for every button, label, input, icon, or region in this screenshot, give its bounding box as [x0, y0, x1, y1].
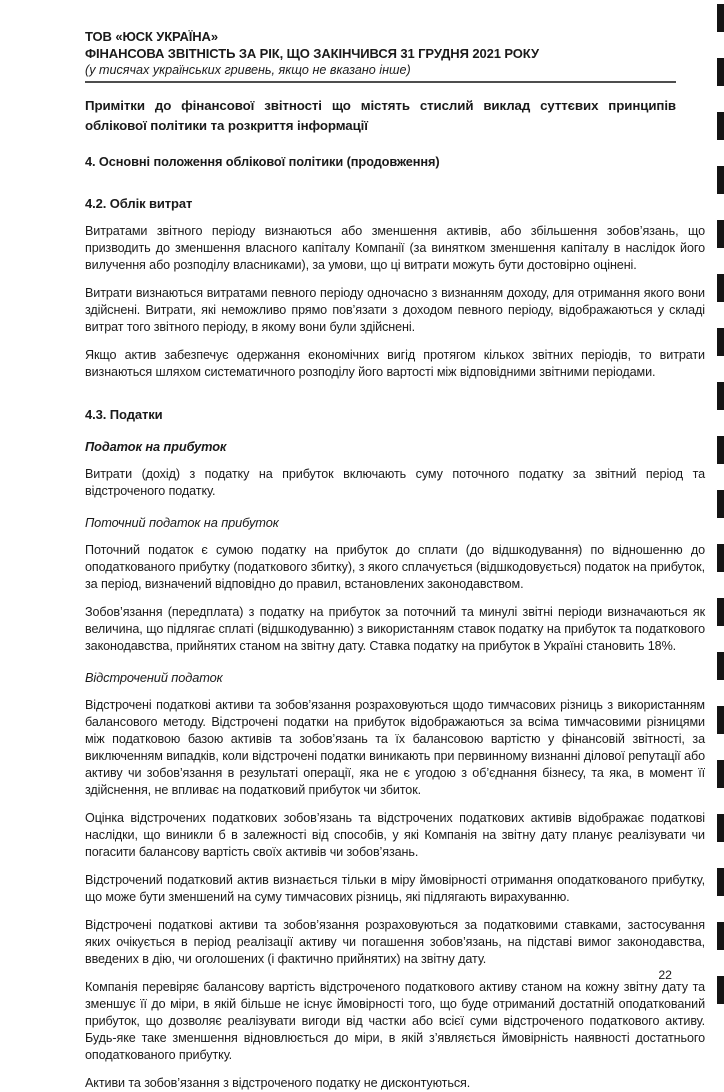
- page-number: 22: [658, 968, 672, 982]
- scan-edge-marks: [717, 4, 724, 1020]
- paragraph: Витрати (дохід) з податку на прибуток включають суму поточного податку за звітний період та відстроченого податку.: [85, 467, 705, 498]
- document-body: [85, 153, 705, 1092]
- paragraph: Компанія перевіряє балансову вартість відстроченого податкового активу станом на кожну звітну дату та зменшує її до міри, в якій більше не існує ймовірності того, що буде отриманий достатній оподаткований прибуток, що дозволяє реалізувати вигоди від частки або всієї суми відстроченого податкового активу. Будь-яке таке зменшення відновлюється до міри, в якій з’являється ймовірність наявності достатнього оподаткованого прибутку.: [85, 980, 705, 1062]
- report-title: ФІНАНСОВА ЗВІТНІСТЬ ЗА РІК, ЩО ЗАКІНЧИВСЯ 31 ГРУДНЯ 2021 РОКУ: [85, 46, 539, 61]
- paragraph: Оцінка відстрочених податкових зобов’язань та відстрочених податкових активів відображає податкові наслідки, що виникли б в залежності від способів, у які Компанія на звітну дату планує реалізувати чи погасити балансову вартість своїх активів чи зобов’язань.: [85, 811, 705, 859]
- paragraph: Витратами звітного періоду визнаються або зменшення активів, або збільшення зобов’язань, що призводить до зменшення власного капіталу Компанії (за винятком зменшення капіталу в наслідок його вилучення або розподілу власниками), за умови, що ці витрати можуть бути достовірно оцінені.: [85, 224, 705, 272]
- paragraph: Відстрочені податкові активи та зобов’язання розраховуються щодо тимчасових різниць з використанням балансового методу. Відстрочені податки на прибуток відображаються за всіма тимчасовими різницями між податковою базою активів та зобов’язань та їх балансовою вартістю у фінансовій звітності, за виключенням випадків, коли відстрочені податки виникають при первинному визнанні ділової репутації або активу чи зобов’язання в результаті операції, яка не є угодою з об’єднання бізнесу, та яка, в момент її здійснення, не впливає на податковий прибуток чи збиток.: [85, 698, 705, 797]
- paragraph: Витрати визнаються витратами певного періоду одночасно з визнанням доходу, для отримання якого вони здійснені. Витрати, які неможливо прямо пов’язати з доходом певного періоду, відображаються у складі витрат того звітного періоду, в якому вони були здійснені.: [85, 286, 705, 334]
- subsection-heading-4-3: 4.3. Податки: [85, 407, 163, 422]
- subsection-heading-4-2: 4.2. Облік витрат: [85, 196, 193, 211]
- notes-heading: Примітки до фінансової звітності що містять стислий виклад суттєвих принципів облікової політики та розкриття інформації: [85, 98, 676, 133]
- topic-heading-current-tax: Поточний податок на прибуток: [85, 515, 279, 530]
- document-header: [85, 28, 676, 83]
- paragraph: Відстрочений податковий актив визнається тільки в міру ймовірності отримання оподаткованого прибутку, що може бути зменшений на суму тимчасових різниць, які підлягають вирахуванню.: [85, 873, 705, 904]
- topic-heading-income-tax: Податок на прибуток: [85, 439, 227, 454]
- section-heading-4: 4. Основні положення облікової політики (продовження): [85, 154, 440, 169]
- company-name: ТОВ «ЮСК УКРАЇНА»: [85, 29, 218, 44]
- header-divider: [85, 81, 676, 83]
- topic-heading-deferred-tax: Відстрочений податок: [85, 670, 223, 685]
- paragraph: Відстрочені податкові активи та зобов’язання розраховуються за податковими ставками, застосування яких очікується в період реалізації активу чи погашення зобов’язань, на підставі вимог законодавства, введених в дію, чи оголошених (і фактично прийнятих) на звітну дату.: [85, 918, 705, 966]
- units-note: (у тисячах українських гривень, якщо не вказано інше): [85, 63, 411, 77]
- paragraph: Активи та зобов’язання з відстроченого податку не дисконтуються.: [85, 1076, 471, 1090]
- paragraph: Якщо актив забезпечує одержання економічних вигід протягом кількох звітних періодів, то витрати визнаються шляхом систематичного розподілу його вартості між відповідними звітними періодами.: [85, 348, 705, 379]
- paragraph: Зобов’язання (передплата) з податку на прибуток за поточний та минулі звітні періоди визначаються як величина, що підлягає сплаті (відшкодуванню) з використанням ставок податку на прибуток та податкового законодавства, прийнятих станом на звітну дату. Ставка податку на прибуток в Україні становить 18%.: [85, 605, 705, 653]
- paragraph: Поточний податок є сумою податку на прибуток до сплати (до відшкодування) по відношенню до оподаткованого прибутку (податкового збитку), з якого сплачується (відшкодовується) податок на прибуток, за період, визначений відповідно до правил, встановлених законодавством.: [85, 543, 705, 591]
